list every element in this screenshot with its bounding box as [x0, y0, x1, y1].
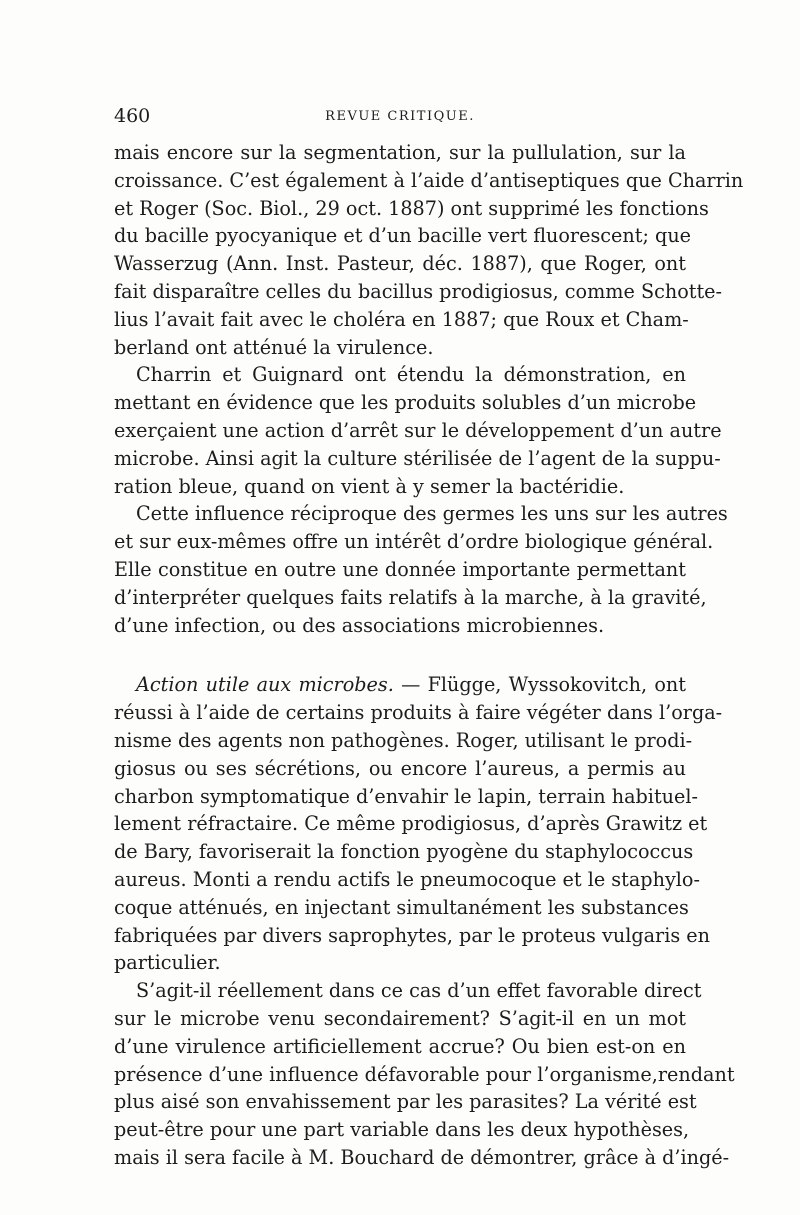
text-line: Charrin et Guignard ont étendu la démonstration, en	[136, 363, 686, 387]
section-heading-continuation: — Flügge, Wyssokovitch, ont	[393, 673, 687, 697]
section-action-utile	[114, 671, 723, 977]
text-line: et sur eux-mêmes offre un intérêt d’ordre biologique général.	[114, 530, 714, 554]
text-line: mettant en évidence que les produits solubles d’un microbe	[114, 391, 697, 415]
text-line: ration bleue, quand on vient à y semer la bactéridie.	[114, 474, 625, 498]
text-line: d’interpréter quelques faits relatifs à la marche, à la gravité,	[114, 585, 707, 609]
text-line: fait disparaître celles du bacillus prodigiosus, comme Schotte-	[114, 279, 723, 303]
text-line: charbon symptomatique d’envahir le lapin, terrain habituel-	[114, 784, 698, 808]
text-line: lement réfractaire. Ce même prodigiosus, d’après Grawitz et	[114, 812, 708, 836]
text-line: Elle constitue en outre une donnée importante permettant	[114, 557, 686, 581]
text-line: fabriquées par divers saprophytes, par le proteus vulgaris en	[114, 923, 711, 947]
text-line: particulier.	[114, 951, 221, 975]
text-line: microbe. Ainsi agit la culture stérilisée de l’agent de la suppu-	[114, 446, 721, 470]
text-line: mais encore sur la segmentation, sur la pullulation, sur la	[114, 141, 686, 164]
text-line: Wasserzug (Ann. Inst. Pasteur, déc. 1887), que Roger, ont	[114, 252, 686, 276]
text-line: peut-être pour une part variable dans les deux hypothèses,	[114, 1118, 690, 1142]
page-header	[114, 104, 686, 130]
text-line: plus aisé son envahissement par les parasites? La vérité est	[114, 1090, 697, 1114]
text-line: présence d’une influence défavorable pour l’organisme,rendant	[114, 1062, 735, 1086]
section-spacer	[114, 639, 686, 671]
text-line: nisme des agents non pathogènes. Roger, utilisant le prodi-	[114, 728, 693, 752]
text-line: giosus ou ses sécrétions, ou encore l’aureus, a permis au	[114, 756, 686, 780]
text-line: lius l’avait fait avec le choléra en 1887; que Roux et Cham-	[114, 307, 689, 331]
text-line: et Roger (Soc. Biol., 29 oct. 1887) ont supprimé les fonctions	[114, 196, 709, 220]
text-line: d’une virulence artificiellement accrue? Ou bien est-on en	[114, 1034, 686, 1058]
text-line: S’agit-il réellement dans ce cas d’un effet favorable direct	[136, 979, 702, 1003]
text-line: croissance. C’est également à l’aide d’antiseptiques que Charrin	[114, 168, 744, 192]
text-line: berland ont atténué la virulence.	[114, 335, 434, 359]
paragraph	[114, 977, 735, 1172]
running-title: REVUE CRITIQUE.	[325, 109, 475, 124]
text-line: sur le microbe venu secondairement? S’agit-il en un mot	[114, 1006, 686, 1030]
text-line: de Bary, favoriserait la fonction pyogène du staphylococcus	[114, 840, 694, 864]
page-body	[114, 139, 744, 1172]
text-line: aureus. Monti a rendu actifs le pneumocoque et le staphylo-	[114, 867, 700, 891]
text-line: mais il sera facile à M. Bouchard de démontrer, grâce à d’ingé-	[114, 1145, 730, 1169]
section-heading: Action utile aux microbes.	[136, 673, 394, 697]
paragraph	[114, 500, 728, 639]
book-page	[114, 104, 744, 1172]
text-line: exerçaient une action d’arrêt sur le développement d’un autre	[114, 418, 722, 442]
text-line: coque atténués, en injectant simultanément les substances	[114, 895, 689, 919]
text-line: Cette influence réciproque des germes les uns sur les autres	[136, 502, 728, 526]
text-line: réussi à l’aide de certains produits à faire végéter dans l’orga-	[114, 701, 723, 725]
paragraph	[114, 361, 722, 500]
paragraph	[114, 139, 744, 361]
section-heading-line	[114, 671, 686, 699]
text-line: du bacille pyocyanique et d’un bacille vert fluorescent; que	[114, 224, 692, 248]
page-number: 460	[114, 105, 151, 127]
text-line: d’une infection, ou des associations microbiennes.	[114, 613, 605, 637]
